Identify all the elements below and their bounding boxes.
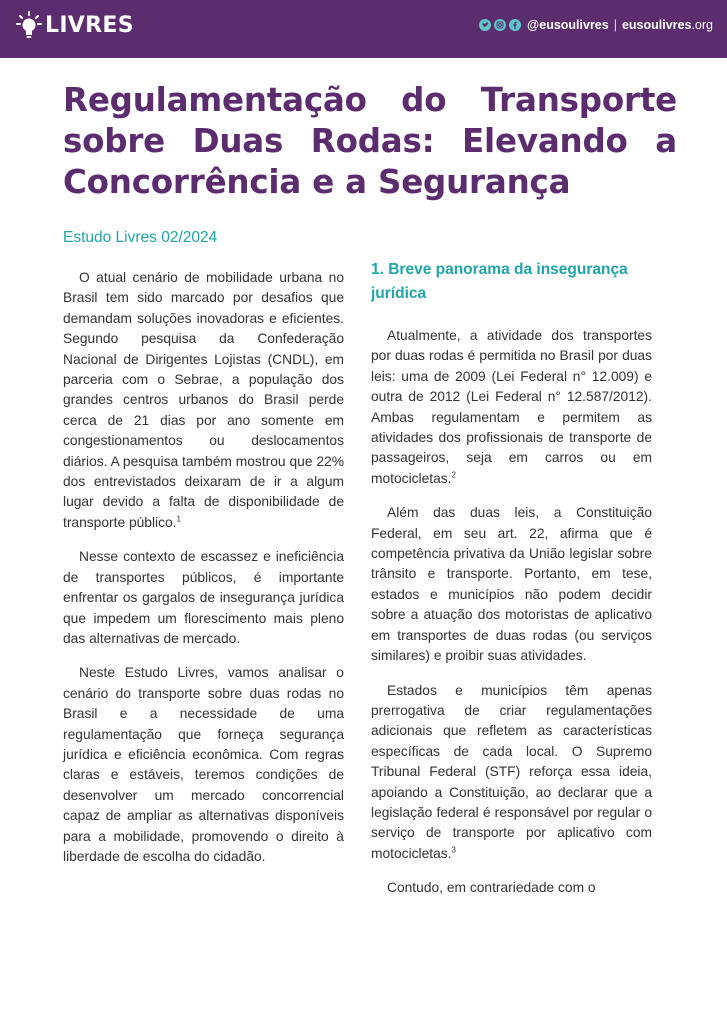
lightbulb-icon <box>16 11 42 39</box>
paragraph: Atualmente, a atividade dos transportes por duas rodas é permitida no Brasil por duas leis: uma de 2009 (Lei Federal n° 12.009) e outra de 2012 (Lei Federal n° 12.587/2012). Ambas regulamentam e permitem as atividades dos profissionais de transporte de passageiros, seja em carros ou em motocicletas.$^2$ <box>371 328 652 486</box>
footnote-ref[interactable]: 1 <box>176 514 181 524</box>
top-header-bar <box>0 0 727 58</box>
left-column <box>63 268 344 881</box>
instagram-icon[interactable] <box>494 19 506 31</box>
social-links <box>479 15 713 35</box>
footnote-ref[interactable]: 3 <box>451 845 456 855</box>
paragraph: Neste Estudo Livres, vamos analisar o cenário do transporte sobre duas rodas no Brasil e a necessidade de uma regulamentação que forneça segurança jurídica e eficiência econômica. Com regras claras e estáveis, teremos condições de desenvolver um mercado concorrencial capaz de ampliar as alternativas disponíveis para a mobilidade, promovendo o direito à liberdade de escolha do cidadão. <box>63 665 344 864</box>
section-heading: 1. Breve panorama da insegurança jurídica <box>371 261 628 302</box>
document-title: Regulamentação do Transporte sobre Duas Rodas: Elevando a Concorrência e a Segurança <box>63 81 677 201</box>
paragraph: Nesse contexto de escassez e ineficiência de transportes públicos, é importante enfrentar os gargalos de insegurança jurídica que impedem um florescimento mais pleno das alternativas de mercado. <box>63 549 344 646</box>
footnote-ref[interactable]: 2 <box>451 470 456 480</box>
website-link[interactable]: eusoulivres.org <box>621 18 713 32</box>
paragraph: Contudo, em contrariedade com o <box>387 880 596 896</box>
brand-logo[interactable] <box>16 11 134 39</box>
facebook-icon[interactable] <box>509 19 521 31</box>
twitter-icon[interactable] <box>479 19 491 31</box>
paragraph: Além das duas leis, a Constituição Federal, em seu art. 22, afirma que é competência privativa da União legislar sobre trânsito e transporte. Portanto, em tese, estados e municípios não podem decidir sobre a atuação dos motoristas de aplicativo em transportes de duas rodas (ou serviços similares) e proibir suas atividades. <box>371 505 652 664</box>
paragraph: O atual cenário de mobilidade urbana no Brasil tem sido marcado por desafios que demandam soluções inovadoras e eficientes. Segundo pesquisa da Confederação Nacional de Dirigentes Lojistas (CNDL), em parceria com o Sebrae, a população dos grandes centros urbanos do Brasil perde cerca de 21 dias por ano somente em congestionamentos ou deslocamentos diários. A pesquisa também mostrou que 22% dos entrevistados deixaram de ir a algum lugar devido a falta de disponibilidade de transporte público.$^1$ <box>63 270 344 530</box>
document-subtitle: Estudo Livres 02/2024 <box>63 229 218 246</box>
paragraph: Estados e municípios têm apenas prerrogativa de criar regulamentações adicionais que refletem as características específicas de cada local. O Supremo Tribunal Federal (STF) reforça essa ideia, apoiando a Constituição, ao declarar que a legislação federal é responsável por regular o serviço de transporte por aplicativo com motocicletas.$^3$ <box>371 682 652 861</box>
brand-name: LIVRES <box>45 12 134 38</box>
social-handle[interactable]: @eusoulivres <box>527 18 609 32</box>
right-column <box>371 258 652 913</box>
header-separator: | <box>613 18 617 32</box>
